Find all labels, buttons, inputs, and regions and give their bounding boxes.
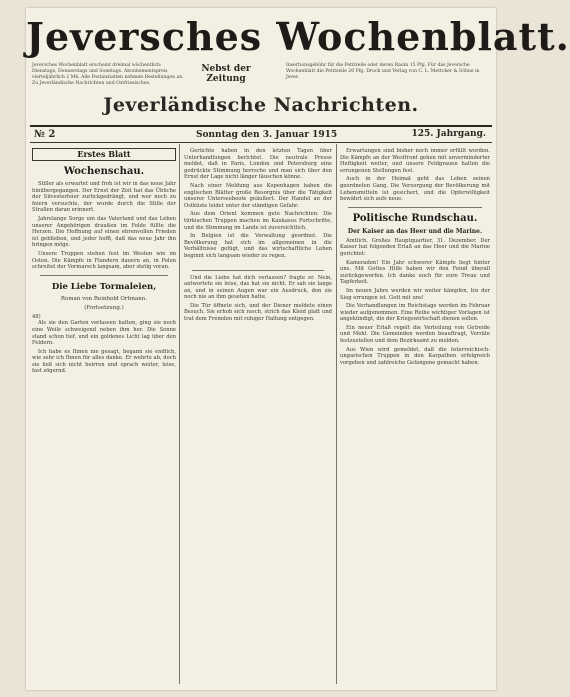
novel-title: Die Liebe Tormaleien, <box>51 281 157 292</box>
article-paragraph: Aus Wien wird gemeldet, daß die österreichisch-ungarischen Truppen in den Karpathen erfolgreich vorgehen und zahlreiche Gefangene gemacht haben. <box>340 346 490 366</box>
novel-paragraph: Die Tür öffnete sich, und der Diener meldete einen Besuch. Sie erhob sich rasch, strich das Kleid glatt und trat dem Fremden mit ruhiger Haltung entgegen. <box>184 302 332 323</box>
article-paragraph: Nach einer Meldung aus Kopenhagen haben die englischen Blätter große Besorgnis über die Tätigkeit unserer Unterseeboote geäußert. Der Handel an der Ostküste leidet unter der ständigen Gefahr. <box>184 182 332 209</box>
article-paragraph: Jahrelange Sorge um das Vaterland und das Leben unserer Angehörigen draußen im Felde füllte die Herzen. Die Hoffnung auf einen ehrenvollen Frieden ist geblieben, und jeder hofft, daß das neue Jahr ihn bringen möge. <box>32 215 176 249</box>
column-divider-2 <box>336 144 337 684</box>
section-separator <box>192 270 324 271</box>
section-separator <box>348 207 482 208</box>
article-paragraph: Unsere Truppen stehen fest im Westen wie im Osten. Die Kämpfe in Flandern dauern an, in Polen schreitet der Vormarsch langsam, aber stetig voran. <box>32 250 176 271</box>
article-paragraph: Gerüchte haben in den letzten Tagen über Unterhandlungen berichtet. Die neutrale Presse meldet, daß in Paris, London und Petersburg eine gedrückte Stimmung herrsche und man sich über den Ernst der Lage nicht länger täuschen könne. <box>184 148 332 181</box>
article-paragraph: Ein neuer Erlaß regelt die Verteilung von Getreide und Mehl. Die Gemeinden werden beauftragt, Vorräte festzustellen und dem Bezirksamt zu melden. <box>340 324 490 345</box>
column-3 <box>340 148 490 368</box>
column-1 <box>32 148 176 377</box>
issue-year: 125. Jahrgang. <box>411 129 486 139</box>
newspaper-page <box>26 8 570 690</box>
dateline-top-rule <box>30 125 492 127</box>
weekly-review-heading: Wochenschau. <box>63 166 145 177</box>
novel-paragraph: Ich habe es Ihnen nie gesagt, begann sie endlich, wie sehr ich Ihnen für alles danke. Er wehrte ab, doch sie ließ sich nicht beirren und sprach weiter, leise, fast zögernd. <box>32 348 176 375</box>
masthead-right-notice: Insertionsgebühr für die Petitzeile oder deren Raum 15 Pfg. Für das Jeversche Wochenblatt die Petitzeile 20 Pfg. Druck und Verlag von C. L. Mettcker & Söhne in Jever. <box>286 63 480 80</box>
masthead-left-notice: Jeversches Wochenblatt erscheint dreimal wöchentlich: Dienstags, Donnerstags und Sonntags. Abonnementspreis vierteljährlich 2 Mk. Alle Postanstalten nehmen Bestellungen an. Zu Jeverländische Nachrichten und Ostfriesisches. <box>32 63 184 86</box>
article-paragraph: Aus dem Orient kommen gute Nachrichten. Die türkischen Truppen machen im Kaukasus Fortschritte, und die Stimmung im Lande ist zuversichtlich. <box>184 211 332 231</box>
novel-paragraph: Als sie den Garten verlassen hatten, ging sie noch eine Weile schweigend neben ihm her. Die Sonne stand schon tief, und ein goldenes Licht lag über den Feldern. <box>32 320 176 347</box>
political-review-heading: Politische Rundschau. <box>352 212 478 224</box>
novel-paragraph: Und die Liebe hat dich verlassen? fragte er. Nein, antwortete sie leise, das hat sie nicht. Er sah sie lange an, und in seinen Augen war ein Ausdruck, den sie noch nie an ihm gesehen hatte. <box>184 274 332 301</box>
article-paragraph: Amtlich. Großes Hauptquartier, 31. Dezember. Der Kaiser hat folgenden Erlaß an das Heer und die Marine gerichtet: <box>340 237 490 257</box>
section-separator <box>40 275 168 276</box>
first-sheet-label: Erstes Blatt <box>32 148 176 161</box>
novel-installment-number: 48) <box>32 313 41 320</box>
article-paragraph: In Belgien ist die Verwaltung geordnet. Die Bevölkerung hat sich im allgemeinen in die Verhältnisse gefügt, und das wirtschaftliche Leben beginnt sich langsam wieder zu regen. <box>184 233 332 259</box>
novel-author: Roman von Reinhold Ortmann. <box>60 295 148 302</box>
article-paragraph: Erwartungen sind bisher noch immer erfüllt worden. Die Kämpfe an der Westfront gehen mit unverminderter Heftigkeit weiter, und unsere Feldgrauen halten die errungenen Stellungen fest. <box>340 148 490 174</box>
article-paragraph: Im neuen Jahre werden wir weiter kämpfen, bis der Sieg errungen ist. Gott mit uns! <box>340 287 490 301</box>
issue-date: Sonntag den 3. Januar 1915 <box>196 130 338 140</box>
political-review-subheading: Der Kaiser an das Heer und die Marine. <box>347 227 483 235</box>
masthead-supplement: Nebst der Zeitung <box>201 64 251 84</box>
masthead-title: Jeversches Wochenblatt. <box>26 14 570 59</box>
column-divider-1 <box>179 144 180 684</box>
article-paragraph: Stiller als erwartet und froh ist wir in das neue Jahr hinübergegangen. Der Ernst der Zeit hat das Übliche der Silvesterfeier zurückgedrängt, und wer noch zu feiern versuchte, der wurde durch die Stille der Straßen daran erinnert. <box>32 181 176 214</box>
article-paragraph: Die Verhandlungen im Reichstage werden im Februar wieder aufgenommen. Eine Reihe wichtiger Vorlagen ist angekündigt, die der Kriegswirtschaft dienen sollen. <box>340 303 490 323</box>
issue-number: № 2 <box>34 129 56 140</box>
article-paragraph: Kameraden! Ein Jahr schwerer Kämpfe liegt hinter uns. Mit Gottes Hilfe haben wir den Feind überall zurückgeworfen. Ich danke euch für eure Treue und Tapferkeit. <box>340 259 490 286</box>
novel-part: (Fortsetzung.) <box>84 304 124 311</box>
dateline-bottom-rule <box>30 142 492 143</box>
article-paragraph: Auch in der Heimat geht das Leben seinen geordneten Gang. Die Versorgung der Bevölkerung mit Lebensmitteln ist gesichert, und die Opferwilligkeit bewährt sich aufs neue. <box>340 176 490 203</box>
masthead-subtitle: Jeverländische Nachrichten. <box>103 94 419 116</box>
column-2 <box>184 148 332 325</box>
